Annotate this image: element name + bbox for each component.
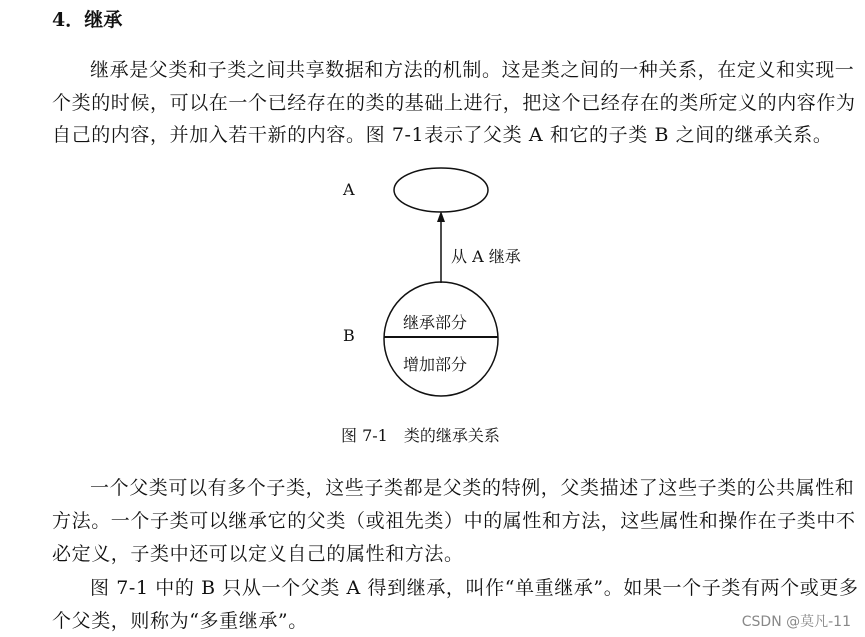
- paragraph-line: 一个父类可以有多个子类，这些子类都是父类的特例，父类描述了这些子类的公共属性和: [90, 477, 855, 499]
- paragraph-line: 图 7-1 中的 B 只从一个父类 A 得到继承，叫作“单重继承”。如果一个子类有两个或更多: [90, 577, 859, 599]
- paragraph-line: 自己的内容，并加入若干新的内容。图 7-1表示了父类 A 和它的子类 B 之间的继承关系。: [52, 124, 833, 146]
- paragraph-line: 必定义，子类中还可以定义自己的属性和方法。: [52, 543, 464, 565]
- label-b: B: [343, 326, 355, 345]
- b-added-part: 增加部分: [403, 355, 468, 374]
- label-a: A: [343, 180, 355, 199]
- class-b-circle: [384, 282, 498, 396]
- paragraph-line: 个父类，则称为“多重继承”。: [52, 610, 308, 632]
- watermark: CSDN @莫凡-11: [741, 614, 851, 630]
- class-a-ellipse: [394, 168, 488, 212]
- section-heading: 4．继承: [52, 9, 123, 31]
- paragraph-line: 个类的时候，可以在一个已经存在的类的基础上进行，把这个已经存在的类所定义的内容作为: [52, 92, 856, 114]
- paragraph-line: 继承是父类和子类之间共享数据和方法的机制。这是类之间的一种关系，在定义和实现一: [90, 59, 855, 81]
- arrow-label: 从 A 继承: [451, 247, 521, 266]
- paragraph-line: 方法。一个子类可以继承它的父类（或祖先类）中的属性和方法，这些属性和操作在子类中不: [52, 510, 856, 532]
- b-inherited-part: 继承部分: [403, 313, 468, 332]
- figure-caption: 图 7-1 类的继承关系: [341, 426, 500, 445]
